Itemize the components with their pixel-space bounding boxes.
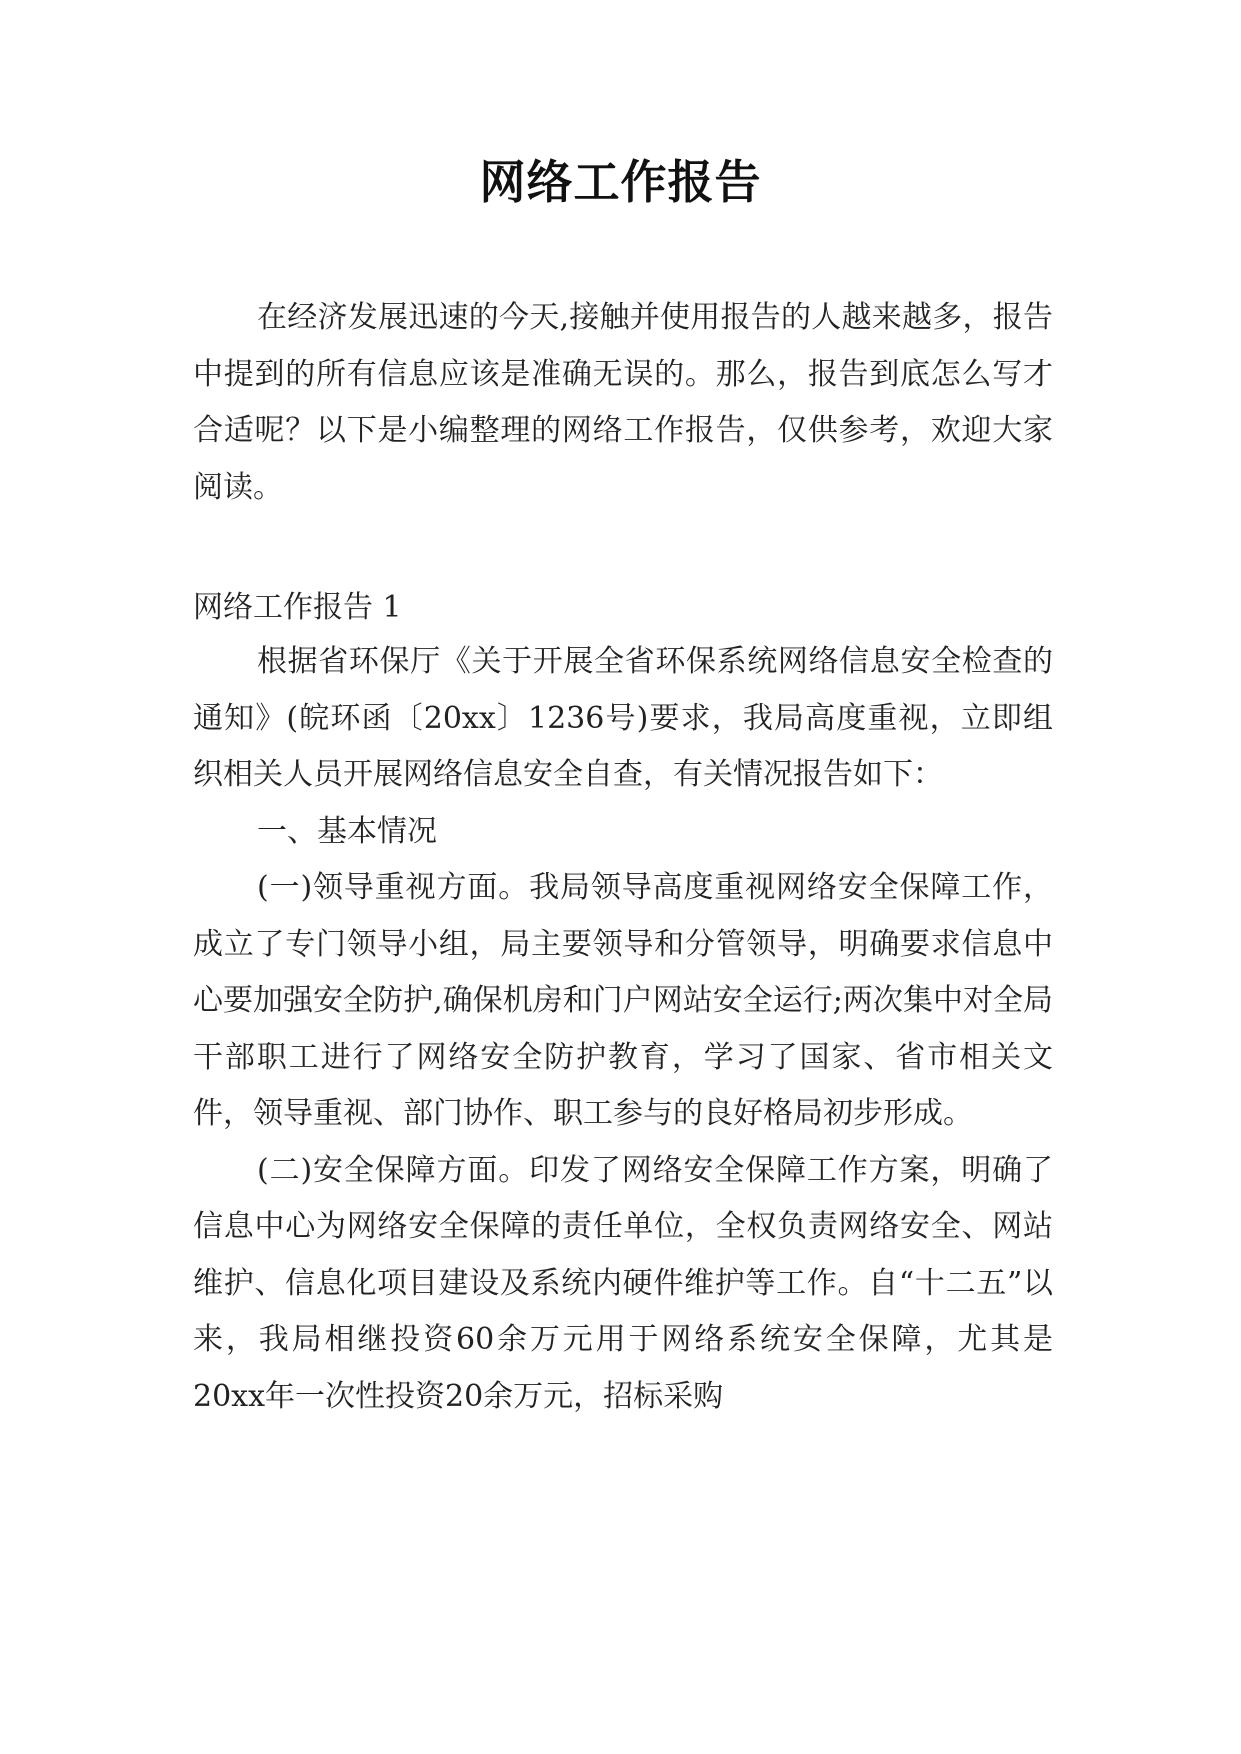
intro-paragraph: 在经济发展迅速的今天,接触并使用报告的人越来越多，报告中提到的所有信息应该是准确无误的。那么，报告到底怎么写才合适呢？以下是小编整理的网络工作报告，仅供参考，欢迎大家阅读。 [193,300,1053,505]
document-title: 网络工作报告 [479,155,762,209]
section-title: 网络工作报告 1 [193,590,402,625]
report-body [193,634,1053,1425]
report-paragraph-security: (二)安全保障方面。印发了网络安全保障工作方案，明确了信息中心为网络安全保障的责任单位，全权负责网络安全、网站维护、信息化项目建设及系统内硬件维护等工作。自“十二五”以来，我局相继投资60余万元用于网络系统安全保障，尤其是20xx年一次性投资20余万元，招标采购 [193,1152,1053,1414]
report-paragraph-leadership: (一)领导重视方面。我局领导高度重视网络安全保障工作，成立了专门领导小组，局主要领导和分管领导，明确要求信息中心要加强安全防护,确保机房和门户网站安全运行;两次集中对全局干部职工进行了网络安全防护教育，学习了国家、省市相关文件，领导重视、部门协作、职工参与的良好格局初步形成。 [193,870,1053,1131]
report-heading-basic-situation: 一、基本情况 [257,813,437,849]
report-paragraph-opening: 根据省环保厅《关于开展全省环保系统网络信息安全检查的通知》(皖环函〔20xx〕1236号)要求，我局高度重视，立即组织相关人员开展网络信息安全自查，有关情况报告如下： [193,644,1053,792]
intro-paragraph-block [193,290,1053,516]
